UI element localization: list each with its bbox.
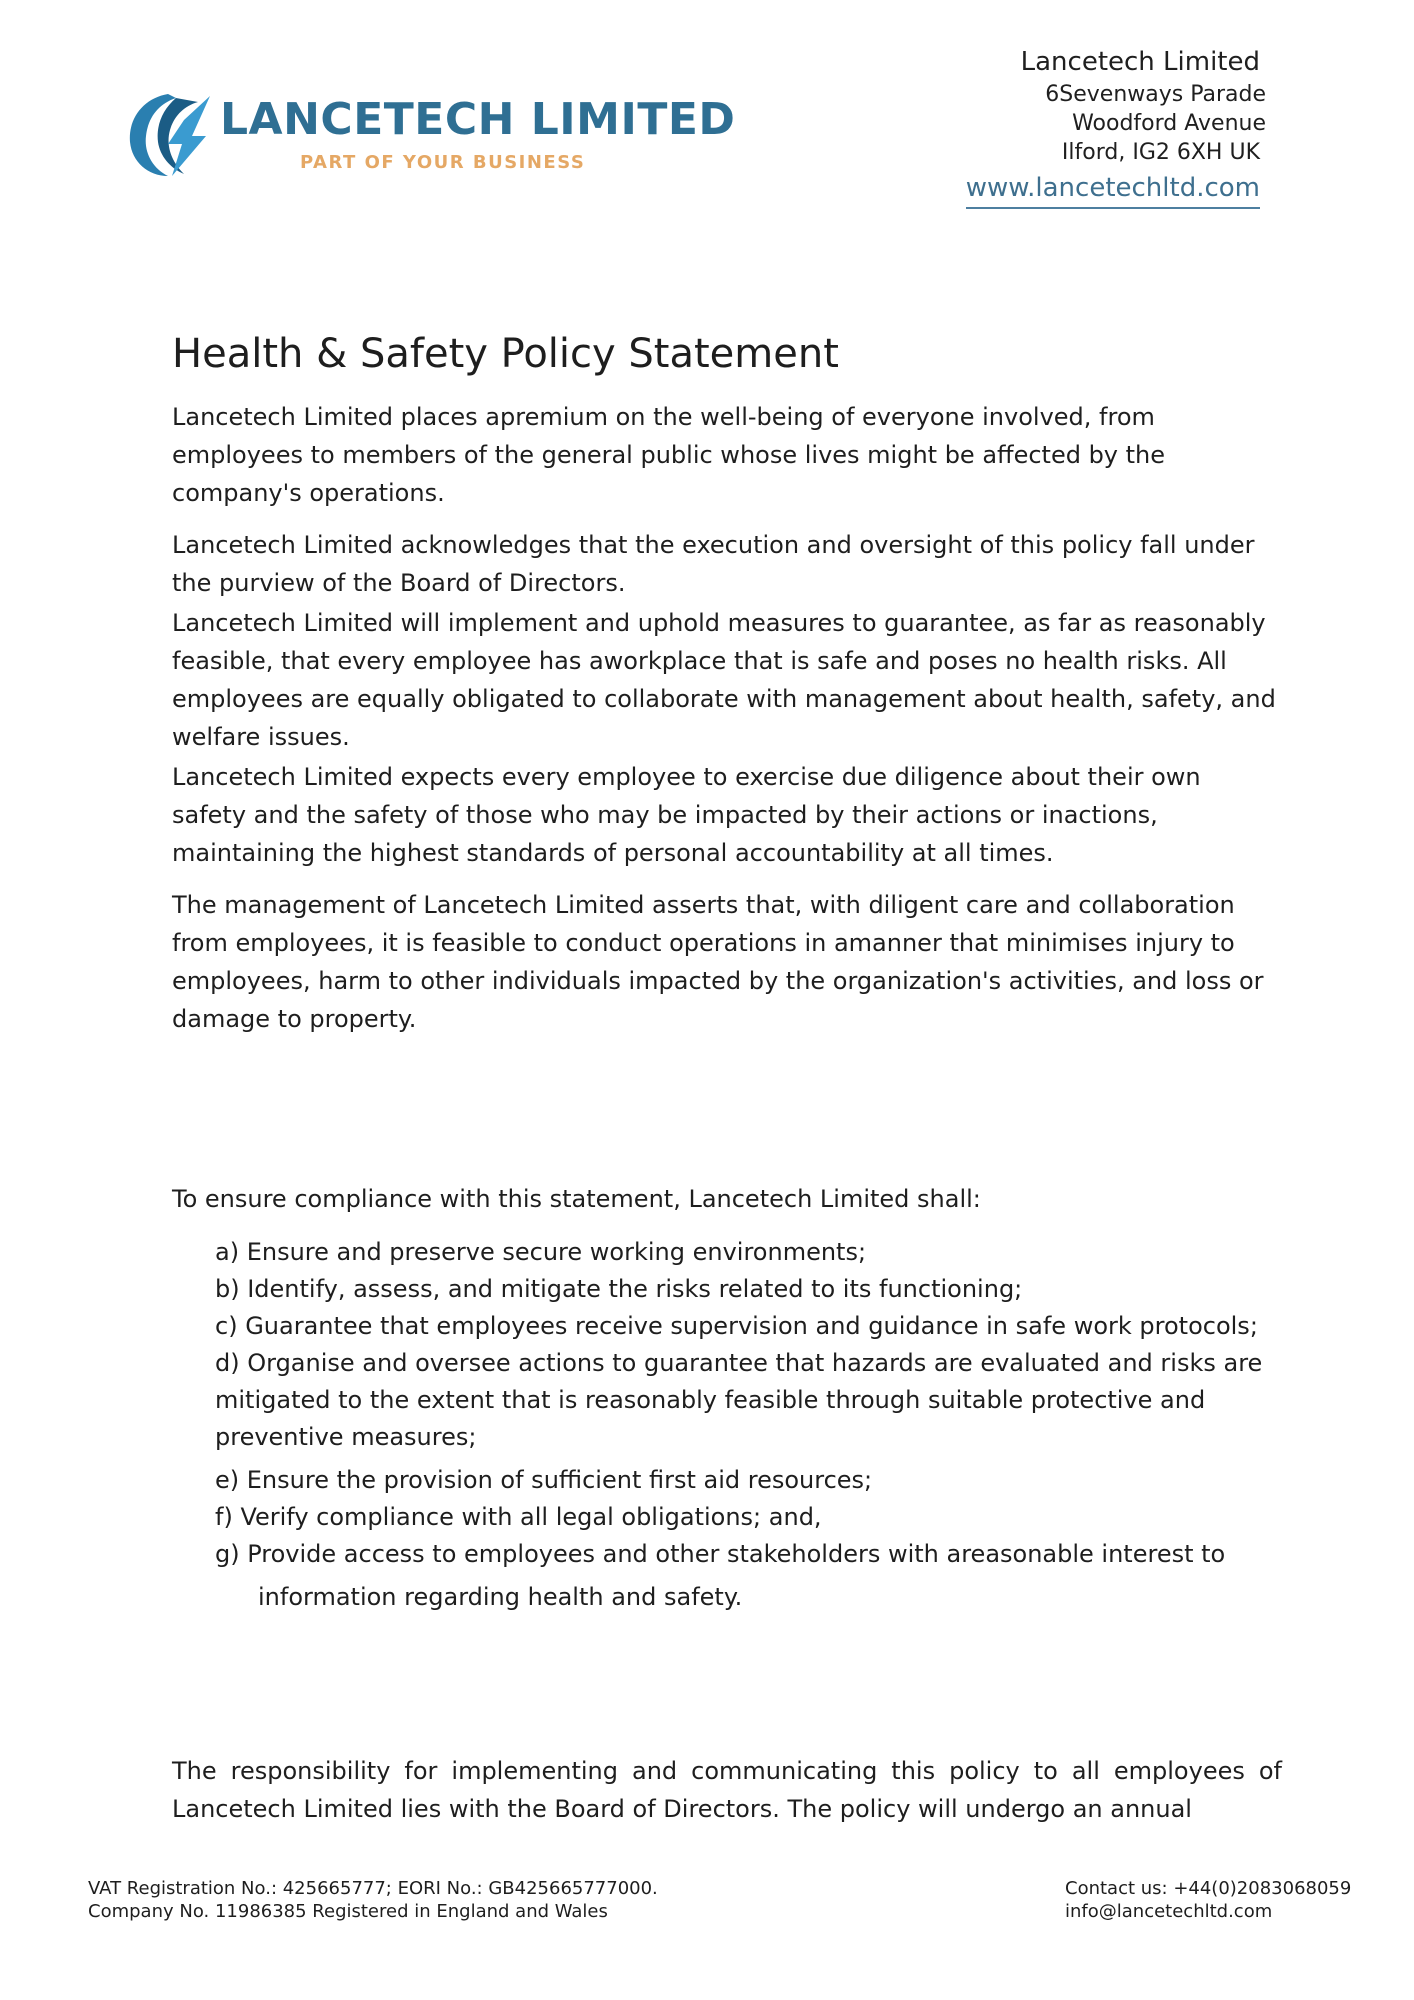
paragraph-safe-workplace: Lancetech Limited will implement and uphold measures to guarantee, as far as reasonably feasible, that every employee has aworkplace that is safe and poses no health risks. All employees are equally obligated to collaborate with management about health, safety, and welfare issues. [172, 609, 1276, 751]
logo-name: LANCETECH LIMITED [220, 94, 736, 145]
company-logo [122, 88, 736, 188]
spacer [172, 1052, 1282, 1180]
list-item-continuation: information regarding health and safety. [258, 1583, 743, 1611]
list-item: a) Ensure and preserve secure working environments; [215, 1238, 867, 1266]
compliance-intro: To ensure compliance with this statement, Lancetech Limited shall: [172, 1185, 981, 1213]
vat-line: VAT Registration No.: 425665777; EORI No.: GB425665777000. [88, 1878, 658, 1899]
list-item: f) Verify compliance with all legal obligations; and, [215, 1503, 822, 1531]
list-item: g) Provide access to employees and other stakeholders with areasonable interest to [215, 1540, 1226, 1568]
paragraph-due-diligence: Lancetech Limited expects every employee to exercise due diligence about their own safety and the safety of those who may be impacted by their actions or inactions, maintaining the highest standards of personal accountability at all times. [172, 763, 1201, 867]
paragraph-board-oversight: Lancetech Limited acknowledges that the execution and oversight of this policy fall under the purview of the Board of Directors. [172, 531, 1255, 597]
page-title: Health & Safety Policy Statement [172, 331, 839, 377]
list-item: d) Organise and oversee actions to guarantee that hazards are evaluated and risks are mitigated to the extent that is reasonably feasible through suitable protective and preventive measures; [215, 1349, 1263, 1451]
logo-swoosh-icon [122, 90, 214, 180]
document-body [172, 324, 1282, 1842]
compliance-list [172, 1234, 1282, 1616]
list-item: c) Guarantee that employees receive supervision and guidance in safe work protocols; [215, 1312, 1258, 1340]
footer-registration [88, 1877, 658, 1923]
list-item: b) Identify, assess, and mitigate the risks related to its functioning; [215, 1275, 1023, 1303]
company-address-block [966, 44, 1266, 209]
contact-email[interactable]: info@lancetechltd.com [1065, 1901, 1273, 1922]
address-line-2: Woodford Avenue [1072, 111, 1266, 136]
paragraph-wellbeing: Lancetech Limited places apremium on the well-being of everyone involved, from employees to members of the general public whose lives might be affected by the company's operations. [172, 403, 1166, 507]
logo-tagline: PART OF YOUR BUSINESS [300, 152, 586, 173]
closing-paragraph: The responsibility for implementing and communicating this policy to all employees of Lancetech Limited lies with the Board of Directors. The policy will undergo an annual [172, 1757, 1282, 1823]
paragraph-management: The management of Lancetech Limited asserts that, with diligent care and collaboration from employees, it is feasible to conduct operations in amanner that minimises injury to employees, harm to other individuals impacted by the organization's activities, and loss or damage to property. [172, 891, 1264, 1033]
footer-contact [1065, 1877, 1351, 1923]
spacer [172, 1616, 1282, 1752]
company-name: Lancetech Limited [1020, 47, 1260, 77]
company-registration-line: Company No. 11986385 Registered in England and Wales [88, 1901, 608, 1922]
list-item: e) Ensure the provision of sufficient first aid resources; [215, 1466, 873, 1494]
contact-phone: Contact us: +44(0)2083068059 [1065, 1878, 1352, 1899]
address-line-3: Ilford, IG2 6XH UK [1061, 140, 1260, 165]
address-line-1: 6Sevenways Parade [1045, 82, 1266, 107]
website-link[interactable]: www.lancetechltd.com [966, 171, 1260, 209]
